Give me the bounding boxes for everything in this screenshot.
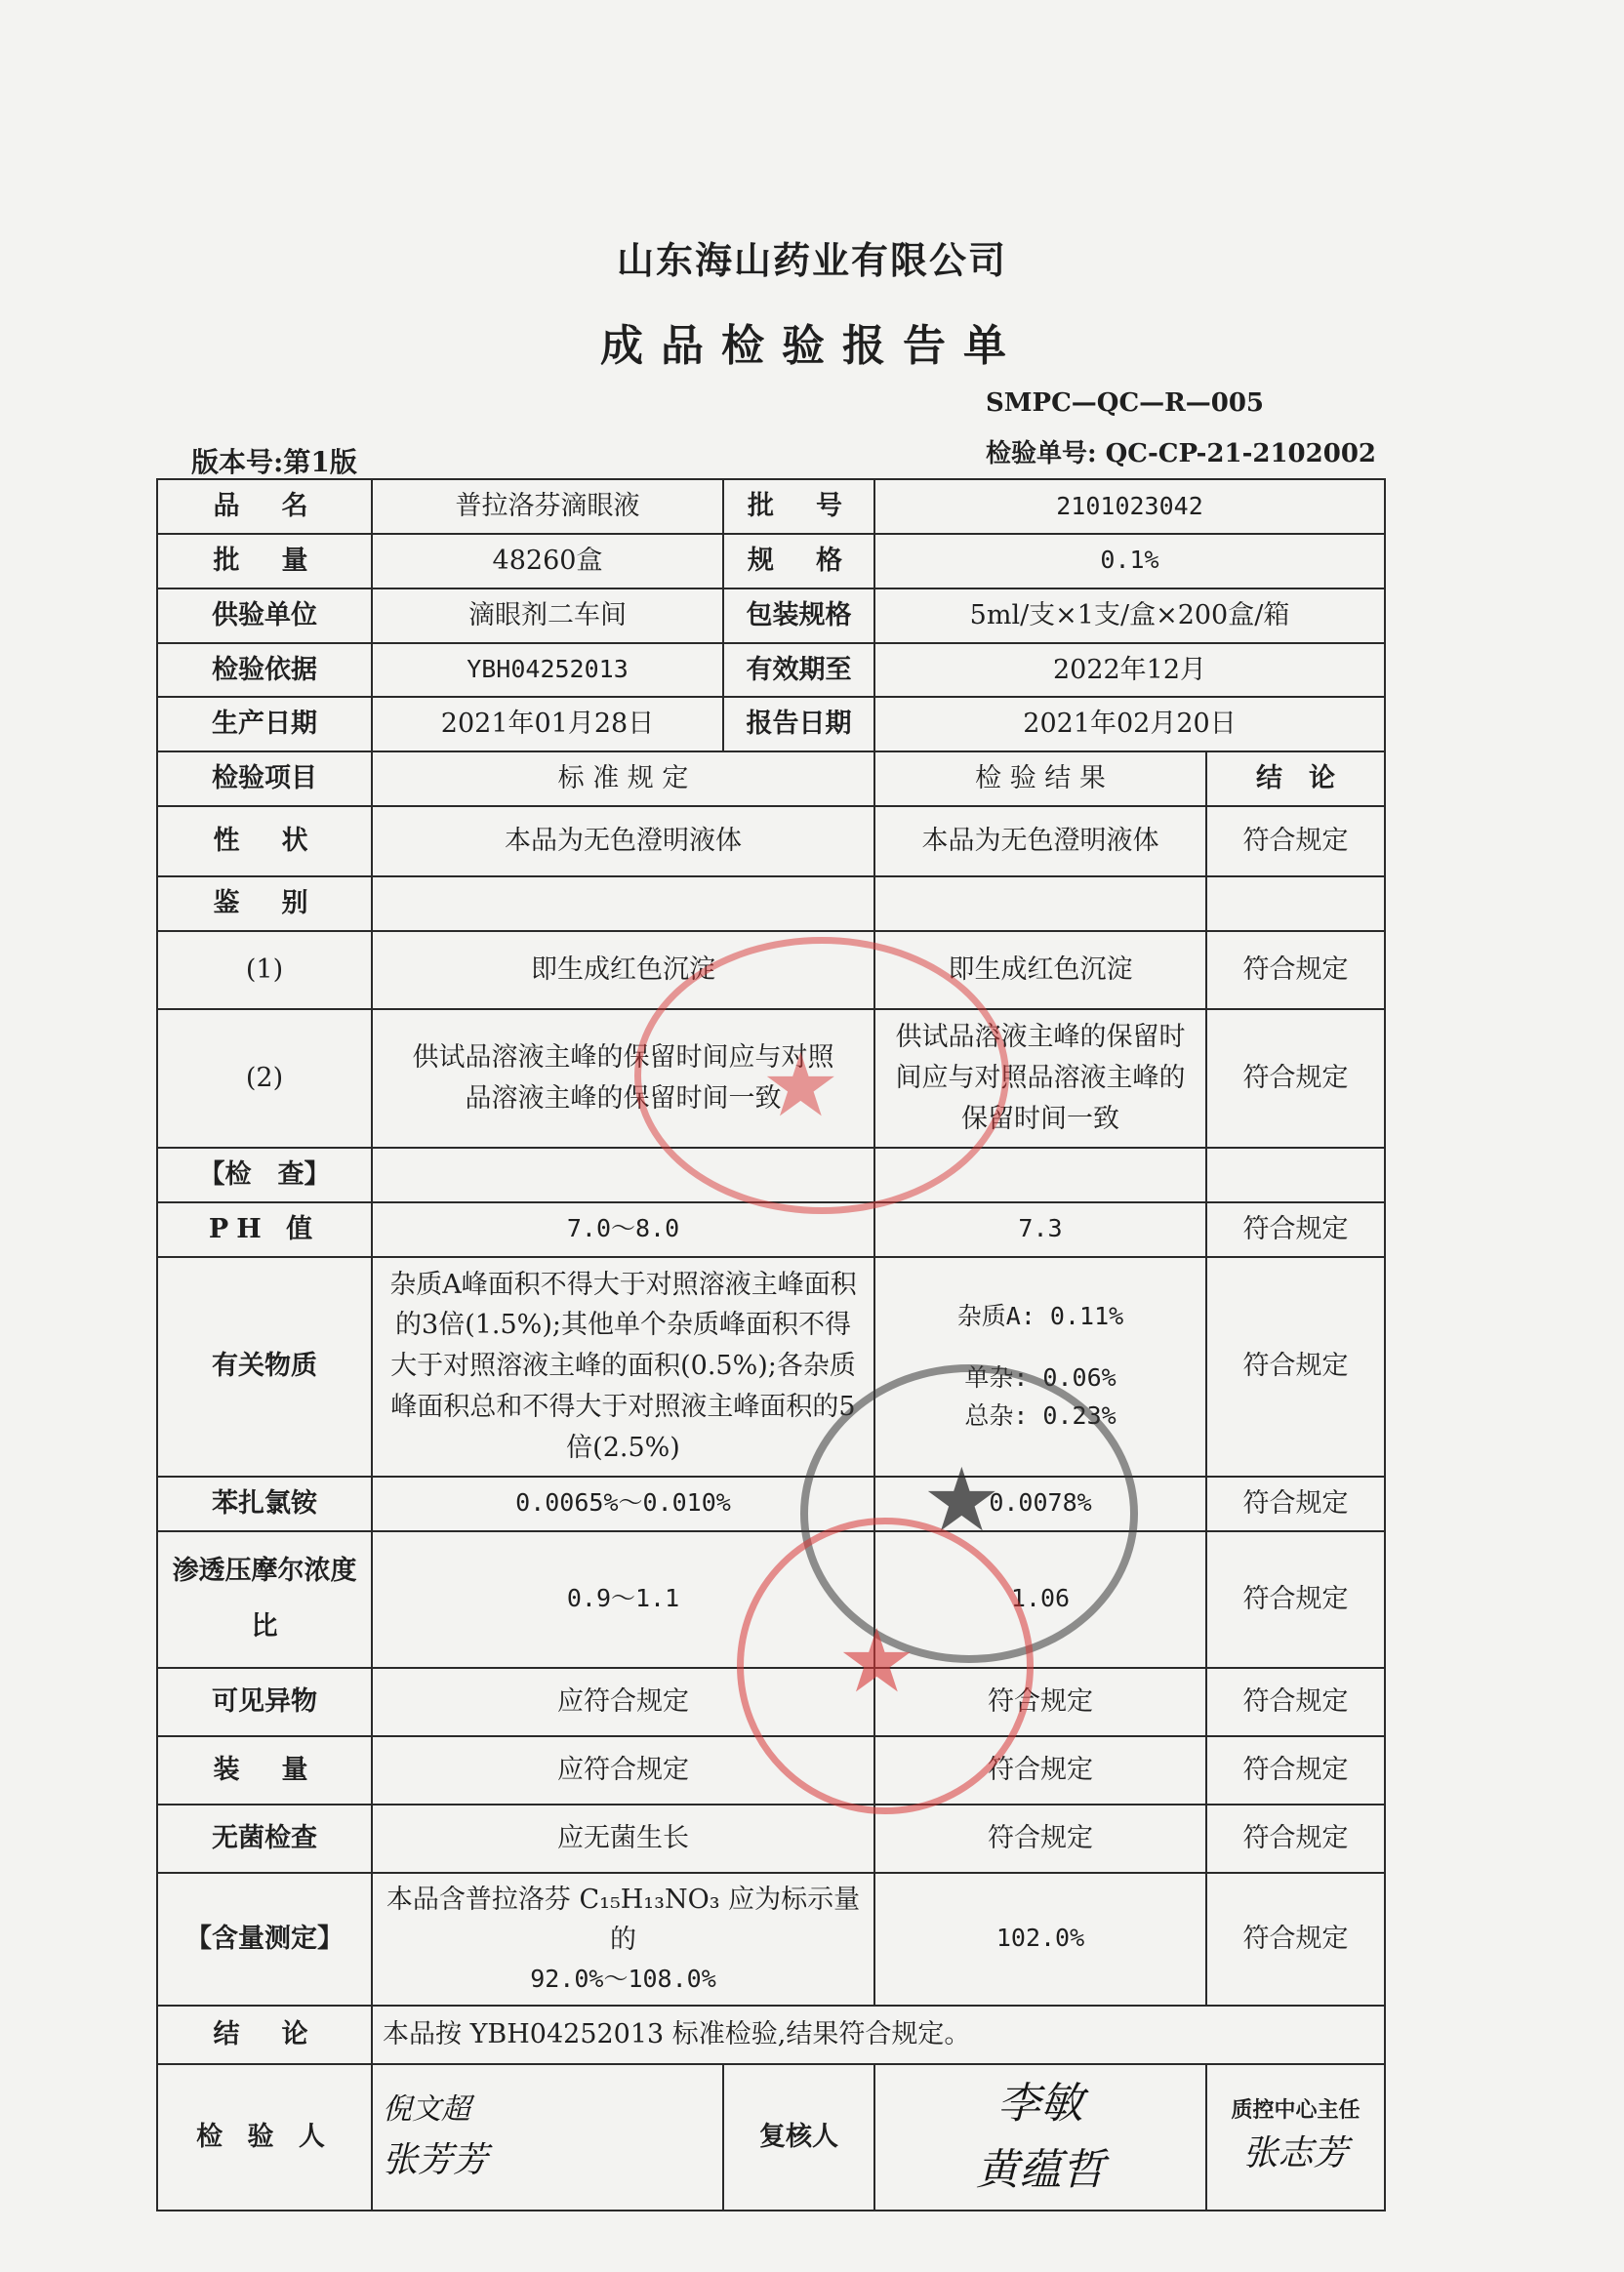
document-code: SMPC—QC—R—005	[986, 388, 1265, 418]
inspector-label: 检 验 人	[157, 2064, 372, 2211]
table-row	[157, 1531, 1385, 1668]
supplier-value: 滴眼剂二车间	[372, 588, 723, 643]
column-result: 检 验 结 果	[874, 751, 1206, 806]
test-result: 7.3	[874, 1202, 1206, 1257]
product-name-label: 品 名	[157, 479, 372, 534]
table-row	[157, 697, 1385, 751]
section-check: 【检 查】	[157, 1148, 372, 1202]
test-result: 即生成红色沉淀	[874, 931, 1206, 1009]
test-standard: 7.0～8.0	[372, 1202, 874, 1257]
test-standard: 应无菌生长	[372, 1805, 874, 1873]
column-standard: 标 准 规 定	[372, 751, 874, 806]
test-conclusion: 符合规定	[1206, 931, 1385, 1009]
inspector-signature-2: 张芳芳	[383, 2139, 489, 2180]
table-row	[157, 2006, 1385, 2064]
table-row	[157, 806, 1385, 876]
report-number: 检验单号: QC-CP-21-2102002	[986, 439, 1377, 468]
basis-value: YBH04252013	[372, 643, 723, 698]
test-result: 符合规定	[874, 1736, 1206, 1805]
test-conclusion: 符合规定	[1206, 806, 1385, 876]
assay-standard-line1: 本品含普拉洛芬 C₁₅H₁₃NO₃ 应为标示量的	[386, 1884, 861, 1956]
column-conclusion: 结 论	[1206, 751, 1385, 806]
table-row	[157, 876, 1385, 931]
director-signature: 张志芳	[1242, 2133, 1349, 2174]
star-icon: ★	[837, 1610, 916, 1713]
table-row	[157, 1736, 1385, 1805]
report-date-value: 2021年02月20日	[874, 697, 1385, 751]
test-item: 渗透压摩尔浓度比	[157, 1531, 372, 1668]
test-item: (1)	[157, 931, 372, 1009]
table-row	[157, 643, 1385, 698]
signature-row	[157, 2064, 1385, 2211]
table-row	[157, 1202, 1385, 1257]
table-header-row	[157, 751, 1385, 806]
test-result: 1.06	[874, 1531, 1206, 1668]
result-single-impurity: 单杂: 0.06%	[964, 1362, 1116, 1392]
spec-label: 规 格	[723, 534, 874, 588]
star-icon: ★	[761, 1035, 840, 1137]
test-item: 鉴 别	[157, 876, 372, 931]
test-item: 装 量	[157, 1736, 372, 1805]
test-item: (2)	[157, 1009, 372, 1148]
table-row	[157, 479, 1385, 534]
test-item: 可见异物	[157, 1668, 372, 1736]
version-number: 版本号:第1版	[191, 446, 357, 478]
director-label: 质控中心主任	[1231, 2097, 1360, 2124]
conclusion-label: 结 论	[157, 2006, 372, 2064]
test-standard	[372, 1873, 874, 2006]
table-row	[157, 1148, 1385, 1202]
table-row	[157, 534, 1385, 588]
test-result: 本品为无色澄明液体	[874, 806, 1206, 876]
reviewer-signature-1: 李敏	[997, 2079, 1083, 2130]
batch-qty-label: 批 量	[157, 534, 372, 588]
column-item: 检验项目	[157, 751, 372, 806]
test-conclusion: 符合规定	[1206, 1736, 1385, 1805]
product-name-value: 普拉洛芬滴眼液	[372, 479, 723, 534]
test-conclusion: 符合规定	[1206, 1873, 1385, 2006]
test-conclusion: 符合规定	[1206, 1202, 1385, 1257]
test-standard: 即生成红色沉淀	[372, 931, 874, 1009]
test-conclusion: 符合规定	[1206, 1805, 1385, 1873]
reviewer-signature-2: 黄蕴哲	[976, 2145, 1105, 2196]
test-standard: 杂质A峰面积不得大于对照溶液主峰面积的3倍(1.5%);其他单个杂质峰面积不得大于对照溶液主峰的面积(0.5%);各杂质峰面积总和不得大于对照液主峰面积的5倍(2.5%)	[372, 1257, 874, 1477]
table-row	[157, 1477, 1385, 1531]
star-icon: ★	[922, 1449, 1001, 1552]
inspector-signature	[372, 2064, 723, 2211]
test-standard: 0.0065%～0.010%	[372, 1477, 874, 1531]
expiry-label: 有效期至	[723, 643, 874, 698]
test-result: 符合规定	[874, 1805, 1206, 1873]
reviewer-label: 复核人	[723, 2064, 874, 2211]
test-conclusion: 符合规定	[1206, 1009, 1385, 1148]
test-item: 性 状	[157, 806, 372, 876]
test-standard: 供试品溶液主峰的保留时间应与对照品溶液主峰的保留时间一致	[372, 1009, 874, 1148]
company-name: 山东海山药业有限公司	[616, 238, 1007, 282]
inspector-signature-1: 倪文超	[383, 2092, 470, 2128]
table-row	[157, 1257, 1385, 1477]
test-standard: 应符合规定	[372, 1668, 874, 1736]
result-total-impurity: 总杂: 0.23%	[964, 1400, 1116, 1430]
prod-date-label: 生产日期	[157, 697, 372, 751]
table-row	[157, 1668, 1385, 1736]
inspection-table	[156, 478, 1386, 2211]
batch-no-label: 批 号	[723, 479, 874, 534]
test-result: 102.0%	[874, 1873, 1206, 2006]
table-row	[157, 588, 1385, 643]
test-item: 苯扎氯铵	[157, 1477, 372, 1531]
test-result: 0.0078%	[874, 1477, 1206, 1531]
test-conclusion: 符合规定	[1206, 1477, 1385, 1531]
expiry-value: 2022年12月	[874, 643, 1385, 698]
test-conclusion: 符合规定	[1206, 1257, 1385, 1477]
test-standard: 本品为无色澄明液体	[372, 806, 874, 876]
package-label: 包装规格	[723, 588, 874, 643]
batch-no-value: 2101023042	[874, 479, 1385, 534]
test-result: 供试品溶液主峰的保留时间应与对照品溶液主峰的保留时间一致	[874, 1009, 1206, 1148]
table-row	[157, 931, 1385, 1009]
test-item: 无菌检查	[157, 1805, 372, 1873]
test-result	[874, 1257, 1206, 1477]
table-row	[157, 1873, 1385, 2006]
spec-value: 0.1%	[874, 534, 1385, 588]
report-date-label: 报告日期	[723, 697, 874, 751]
test-standard: 应符合规定	[372, 1736, 874, 1805]
test-result: 符合规定	[874, 1668, 1206, 1736]
package-value: 5ml/支×1支/盒×200盒/箱	[874, 588, 1385, 643]
supplier-label: 供验单位	[157, 588, 372, 643]
basis-label: 检验依据	[157, 643, 372, 698]
test-standard: 0.9～1.1	[372, 1531, 874, 1668]
section-assay: 【含量测定】	[157, 1873, 372, 2006]
test-conclusion: 符合规定	[1206, 1531, 1385, 1668]
director-cell	[1206, 2064, 1385, 2211]
test-item: 有关物质	[157, 1257, 372, 1477]
assay-standard-line2: 92.0%～108.0%	[530, 1965, 716, 1994]
conclusion-text: 本品按 YBH04252013 标准检验,结果符合规定。	[372, 2006, 1385, 2064]
reviewer-signature	[874, 2064, 1206, 2211]
report-title: 成品检验报告单	[600, 321, 1024, 371]
test-item: PH 值	[157, 1202, 372, 1257]
table-row	[157, 1009, 1385, 1148]
test-conclusion: 符合规定	[1206, 1668, 1385, 1736]
table-row	[157, 1805, 1385, 1873]
batch-qty-value: 48260盒	[372, 534, 723, 588]
result-impurity-a: 杂质A: 0.11%	[956, 1302, 1124, 1331]
prod-date-value: 2021年01月28日	[372, 697, 723, 751]
